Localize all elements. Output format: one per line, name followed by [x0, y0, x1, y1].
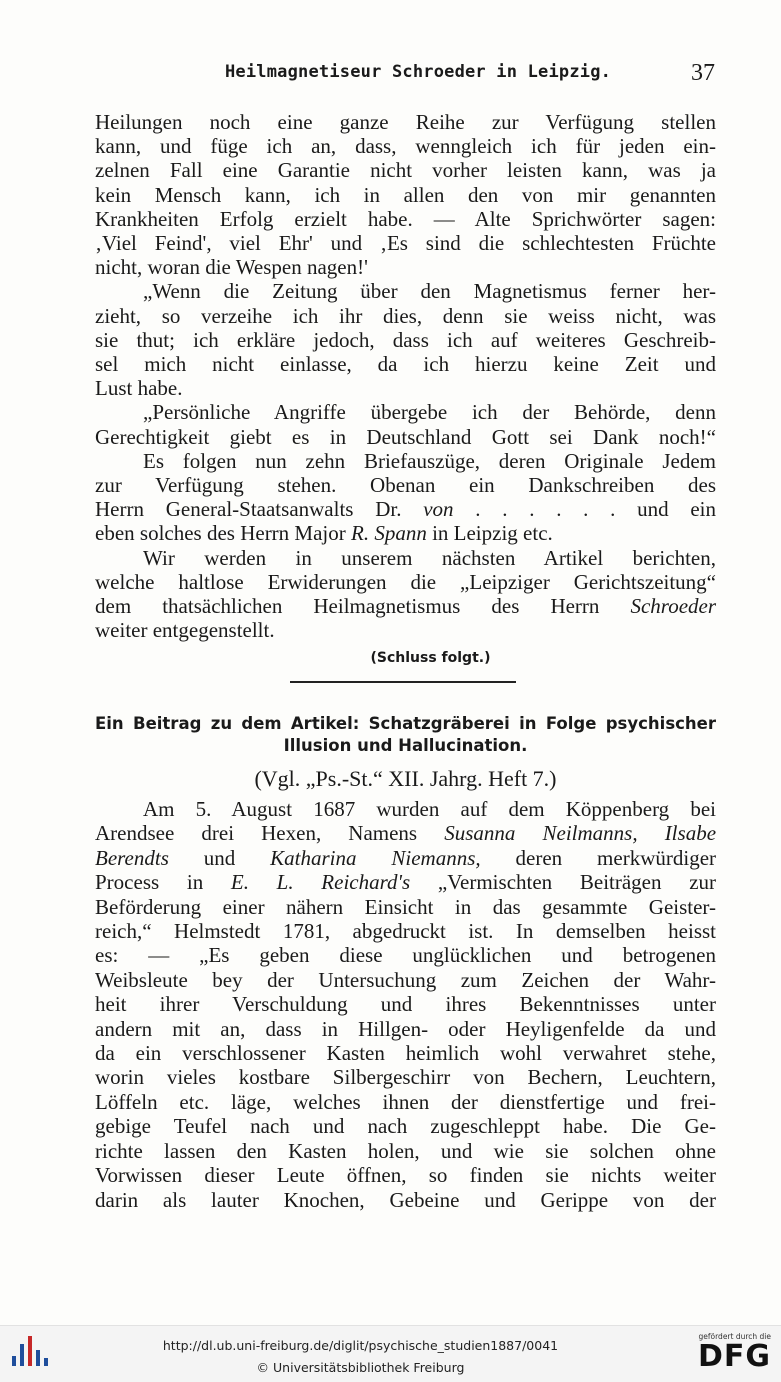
article-reference: (Vgl. „Ps.-St.“ XII. Jahrg. Heft 7.)	[254, 766, 557, 791]
text-line: andern mit an, dass in Hillgen- oder Heyligenfelde da und	[95, 1016, 716, 1041]
article-title-line: Ein Beitrag zu dem Artikel: Schatzgräberei in Folge psychischer	[95, 714, 716, 733]
body-text	[95, 110, 716, 671]
text-segment: . . . . . . und ein	[475, 497, 717, 522]
text-segment: dem thatsächlichen Heilmagnetismus des Herrn	[95, 594, 600, 619]
running-title: Heilmagnetiseur Schroeder in Leipzig.	[225, 62, 612, 82]
paragraph-1	[95, 110, 716, 279]
text-line: kann, und füge ich an, dass, wenngleich ich für jeden ein-	[95, 134, 716, 159]
text-line	[95, 497, 716, 521]
text-line: nicht, woran die Wespen nagen!'	[95, 255, 368, 280]
source-url-link[interactable]: http://dl.ub.uni-freiburg.de/diglit/psychische_studien1887/0041	[162, 1338, 559, 1353]
text-line: Heilungen noch eine ganze Reihe zur Verfügung stellen	[95, 110, 716, 134]
person-name: E. L. Reichard's	[230, 870, 411, 895]
text-line	[95, 821, 716, 845]
text-segment: Herrn General-Staatsanwalts Dr.	[95, 497, 402, 522]
text-segment: deren merkwürdiger	[515, 845, 717, 870]
person-name: Ilsabe	[664, 821, 717, 846]
text-line: Es folgen nun zehn Briefauszüge, deren Originale Jedem	[143, 448, 716, 473]
article-title	[95, 713, 716, 757]
dfg-mark: DFG	[697, 1339, 771, 1374]
text-line: zur Verfügung stehen. Obenan ein Dankschreiben des	[95, 473, 716, 498]
text-line: Vorwissen dieser Leute öffnen, so finden sie nichts weiter	[95, 1163, 716, 1188]
text-line: richte lassen den Kasten holen, und wie sie solchen ohne	[95, 1138, 716, 1163]
paragraph-2	[95, 279, 716, 400]
person-name: von	[423, 497, 454, 522]
person-name: Katharina Niemanns,	[270, 845, 481, 870]
dfg-note: gefördert durch die	[698, 1332, 771, 1341]
paragraph-4	[95, 449, 716, 546]
closing-note: (Schluss folgt.)	[370, 650, 491, 667]
text-line: weiter entgegenstellt.	[95, 618, 275, 643]
text-line: Krankheiten Erfolg erzielt habe. — Alte Sprichwörter sagen:	[95, 206, 716, 231]
text-line: sie thut; ich erkläre jedoch, dass ich auf weiteres Geschreib-	[95, 327, 716, 352]
text-line: Am 5. August 1687 wurden auf dem Köppenberg bei	[143, 797, 716, 821]
text-line: gebige Teufel nach und nach zugeschleppt habe. Die Ge-	[95, 1114, 716, 1139]
text-line: sel mich nicht einlasse, da ich hierzu keine Zeit und	[95, 352, 716, 377]
person-name: Susanna Neilmanns,	[444, 821, 638, 846]
article-body	[95, 797, 716, 1212]
text-segment: und	[203, 845, 236, 870]
text-line: Weibsleute bey der Untersuchung zum Zeichen der Wahr-	[95, 967, 716, 992]
text-line: darin als lauter Knochen, Gebeine und Gerippe von der	[95, 1187, 716, 1212]
text-line	[95, 846, 716, 870]
text-line: heit ihrer Verschuldung und ihres Bekenntnisses unter	[95, 992, 716, 1017]
text-line: welche haltlose Erwiderungen die „Leipziger Gerichtszeitung“	[95, 569, 716, 594]
person-name: Berendts	[95, 845, 169, 870]
copyright-text: © Universitätsbibliothek Freiburg	[256, 1360, 465, 1375]
text-segment: Arendsee drei Hexen, Namens	[95, 821, 418, 846]
paragraph-3	[95, 400, 716, 448]
text-line: reich,“ Helmstedt 1781, abgedruckt ist. In demselben heisst	[95, 919, 716, 944]
text-line: „Wenn die Zeitung über den Magnetismus ferner her-	[143, 279, 716, 304]
text-line: es: — „Es geben diese unglücklichen und betrogenen	[95, 943, 716, 968]
viewer-footer	[0, 1325, 781, 1382]
text-segment: Process in	[95, 870, 204, 895]
text-line: zelnen Fall eine Garantie nicht vorher leisten kann, was ja	[95, 158, 716, 183]
person-name: R. Spann	[351, 521, 427, 546]
text-line: Wir werden in unserem nächsten Artikel berichten,	[143, 545, 716, 570]
text-line: Gerechtigkeit giebt es in Deutschland Gott sei Dank noch!“	[95, 424, 716, 449]
text-line: zieht, so verzeihe ich ihr dies, denn sie weiss nicht, was	[95, 303, 716, 328]
text-line: Löffeln etc. läge, welches ihnen der dienstfertige und frei-	[95, 1089, 716, 1114]
text-line: Beförderung einer nähern Einsicht in das gesammte Geister-	[95, 894, 716, 919]
text-segment: eben solches des Herrn Major	[95, 521, 346, 546]
text-line: worin vieles kostbare Silbergeschirr von Bechern, Leuchtern,	[95, 1065, 716, 1090]
text-line: kein Mensch kann, ich in allen den von mir genannten	[95, 182, 716, 207]
article-title-line: Illusion und Hallucination.	[283, 736, 528, 755]
text-line: ‚Viel Feind', viel Ehr' und ‚Es sind die schlechtesten Früchte	[95, 231, 716, 256]
text-line	[95, 870, 716, 894]
text-line	[95, 521, 716, 545]
dfg-logo	[689, 1332, 771, 1378]
paragraph-5	[95, 546, 716, 643]
text-line: „Persönliche Angriffe übergebe ich der Behörde, denn	[143, 400, 716, 425]
text-line: da ein verschlossener Kasten heimlich wohl verwahret stehe,	[95, 1041, 716, 1066]
text-line: Lust habe.	[95, 376, 183, 401]
person-name: Schroeder	[630, 594, 717, 619]
page-number: 37	[691, 60, 715, 86]
section-divider	[290, 681, 516, 683]
running-head	[95, 62, 715, 92]
text-line	[95, 594, 716, 618]
text-segment: in Leipzig etc.	[432, 521, 553, 546]
text-segment: „Vermischten Beiträgen zur	[437, 870, 717, 895]
